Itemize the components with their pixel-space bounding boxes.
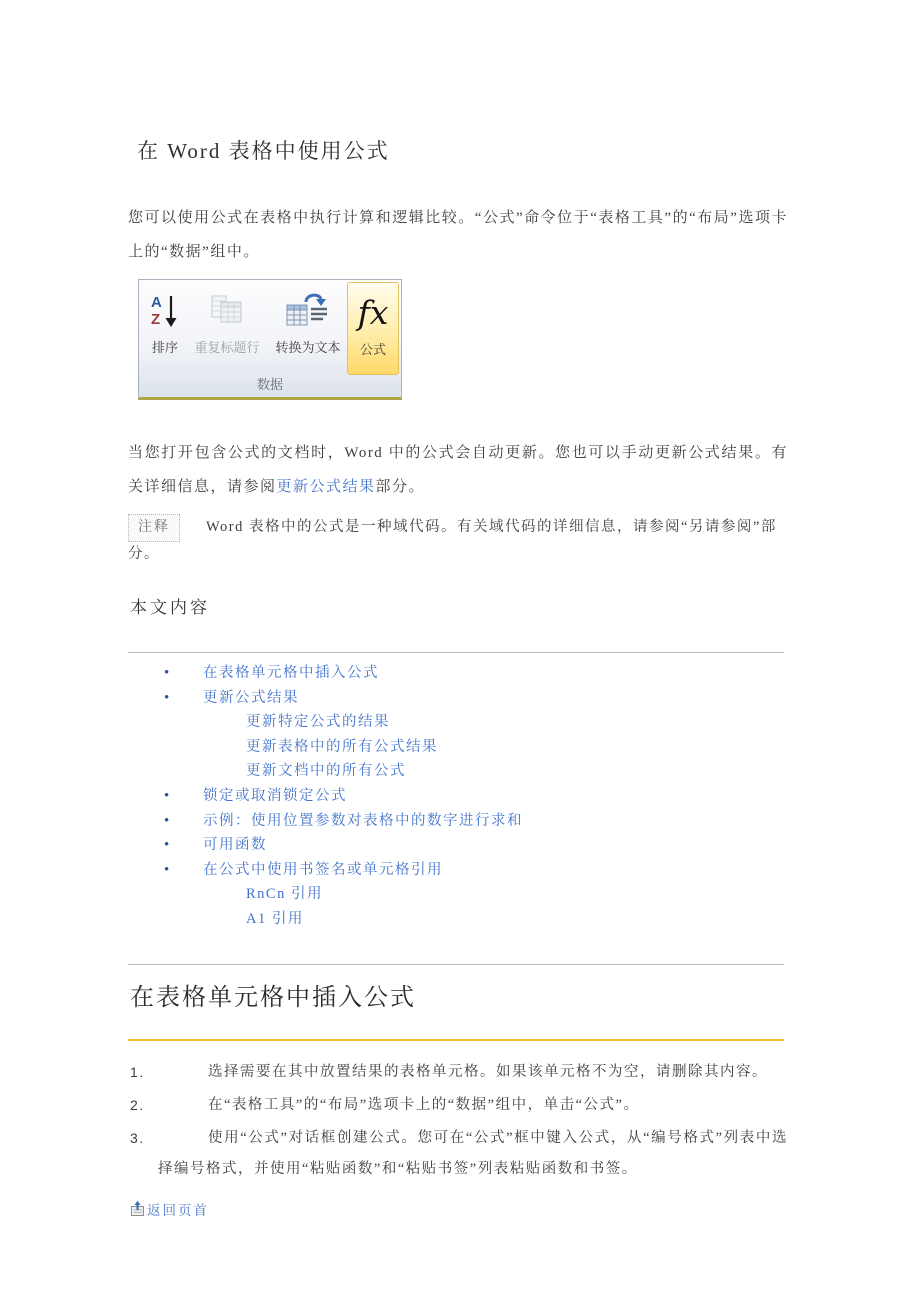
toc-item bbox=[128, 809, 788, 834]
toc-link-a1[interactable]: A1 引用 bbox=[246, 910, 304, 927]
bullet-icon: • bbox=[164, 689, 171, 706]
article-content bbox=[128, 0, 788, 1219]
back-to-top-link[interactable]: 返回页首 bbox=[147, 1202, 209, 1218]
repeat-header-rows-label: 重复标题行 bbox=[194, 340, 260, 355]
repeat-header-rows-button bbox=[187, 283, 267, 369]
step-text: 使用“公式”对话框创建公式。您可在“公式”框中键入公式，从“编号格式”列表中选择编号格式，并使用“粘贴函数”和“粘贴书签”列表粘贴函数和书签。 bbox=[158, 1129, 788, 1177]
bullet-icon: • bbox=[164, 812, 171, 829]
step-item bbox=[128, 1090, 788, 1121]
step-text: 选择需要在其中放置结果的表格单元格。如果该单元格不为空，请删除其内容。 bbox=[208, 1063, 768, 1080]
auto-update-paragraph bbox=[128, 436, 788, 504]
toc-subitem bbox=[128, 710, 788, 735]
toc-link-update-specific[interactable]: 更新特定公式的结果 bbox=[246, 714, 390, 731]
svg-text:A: A bbox=[151, 294, 162, 311]
bullet-icon: • bbox=[164, 837, 171, 854]
intro-paragraph: 您可以使用公式在表格中执行计算和逻辑比较。“公式”命令位于“表格工具”的“布局”选项卡上的“数据”组中。 bbox=[128, 210, 788, 260]
convert-to-text-icon bbox=[267, 283, 349, 339]
step-item bbox=[128, 1123, 788, 1185]
toc-subitem bbox=[128, 882, 788, 907]
toc-link-update-table[interactable]: 更新表格中的所有公式结果 bbox=[246, 738, 438, 755]
toc-subitem bbox=[128, 735, 788, 760]
toc-subitem bbox=[128, 907, 788, 932]
note-label: 注释 bbox=[128, 514, 180, 542]
step-text: 在“表格工具”的“布局”选项卡上的“数据”组中，单击“公式”。 bbox=[208, 1096, 640, 1113]
toc-link-lock-formula[interactable]: 锁定或取消锁定公式 bbox=[203, 787, 347, 804]
note-text: Word 表格中的公式是一种域代码。有关域代码的详细信息，请参阅“另请参阅”部分。 bbox=[128, 519, 777, 562]
back-to-top[interactable] bbox=[130, 1199, 788, 1219]
toc-link-bookmarks-references[interactable]: 在公式中使用书签名或单元格引用 bbox=[203, 861, 443, 878]
sort-az-icon bbox=[143, 283, 187, 339]
ribbon-screenshot bbox=[138, 279, 402, 400]
formula-button bbox=[347, 282, 399, 375]
convert-to-text-button bbox=[267, 283, 349, 369]
convert-to-text-label: 转换为文本 bbox=[275, 340, 341, 355]
toc-link-update-results[interactable]: 更新公式结果 bbox=[203, 689, 299, 706]
toc-item bbox=[128, 686, 788, 711]
sort-button bbox=[143, 283, 187, 369]
toc-list bbox=[128, 661, 788, 932]
divider-section bbox=[128, 964, 784, 965]
toc-link-example-sum[interactable]: 示例：使用位置参数对表格中的数字进行求和 bbox=[203, 812, 523, 829]
auto-update-text-after: 部分。 bbox=[375, 479, 426, 495]
toc-item bbox=[128, 784, 788, 809]
toc-link-insert-formula[interactable]: 在表格单元格中插入公式 bbox=[203, 665, 379, 681]
formula-fx-icon: fx bbox=[357, 292, 389, 332]
repeat-header-rows-icon bbox=[187, 283, 267, 339]
step-number: 1. bbox=[130, 1063, 145, 1080]
toc-item bbox=[128, 661, 788, 686]
toc-link-update-document[interactable]: 更新文档中的所有公式 bbox=[246, 763, 406, 780]
svg-text:Z: Z bbox=[151, 311, 161, 328]
ribbon-group-label: 数据 bbox=[256, 377, 283, 392]
section-heading: 在表格单元格中插入公式 bbox=[130, 984, 416, 1011]
toc-item bbox=[128, 858, 788, 883]
update-formula-results-link[interactable]: 更新公式结果 bbox=[276, 479, 376, 495]
page-title: 在 Word 表格中使用公式 bbox=[137, 139, 390, 163]
note bbox=[128, 514, 788, 566]
bullet-icon: • bbox=[164, 861, 171, 878]
section-underline bbox=[128, 1039, 784, 1041]
bullet-icon: • bbox=[164, 665, 171, 681]
back-to-top-icon bbox=[130, 1200, 145, 1217]
step-number: 3. bbox=[130, 1129, 145, 1146]
toc-subitem bbox=[128, 759, 788, 784]
step-number: 2. bbox=[130, 1096, 145, 1113]
toc-link-rncn[interactable]: RnCn 引用 bbox=[246, 886, 323, 903]
sort-button-label: 排序 bbox=[151, 340, 178, 355]
bullet-icon: • bbox=[164, 787, 171, 804]
toc-link-available-functions[interactable]: 可用函数 bbox=[203, 837, 267, 854]
steps-list bbox=[128, 1057, 788, 1185]
auto-update-text-before: 当您打开包含公式的文档时，Word 中的公式会自动更新。您也可以手动更新公式结果。有关详细信息，请参阅 bbox=[128, 445, 788, 495]
formula-button-label: 公式 bbox=[359, 342, 386, 357]
toc-heading: 本文内容 bbox=[130, 598, 210, 617]
divider-top bbox=[128, 652, 784, 653]
toc-item bbox=[128, 833, 788, 858]
step-item bbox=[128, 1057, 788, 1088]
